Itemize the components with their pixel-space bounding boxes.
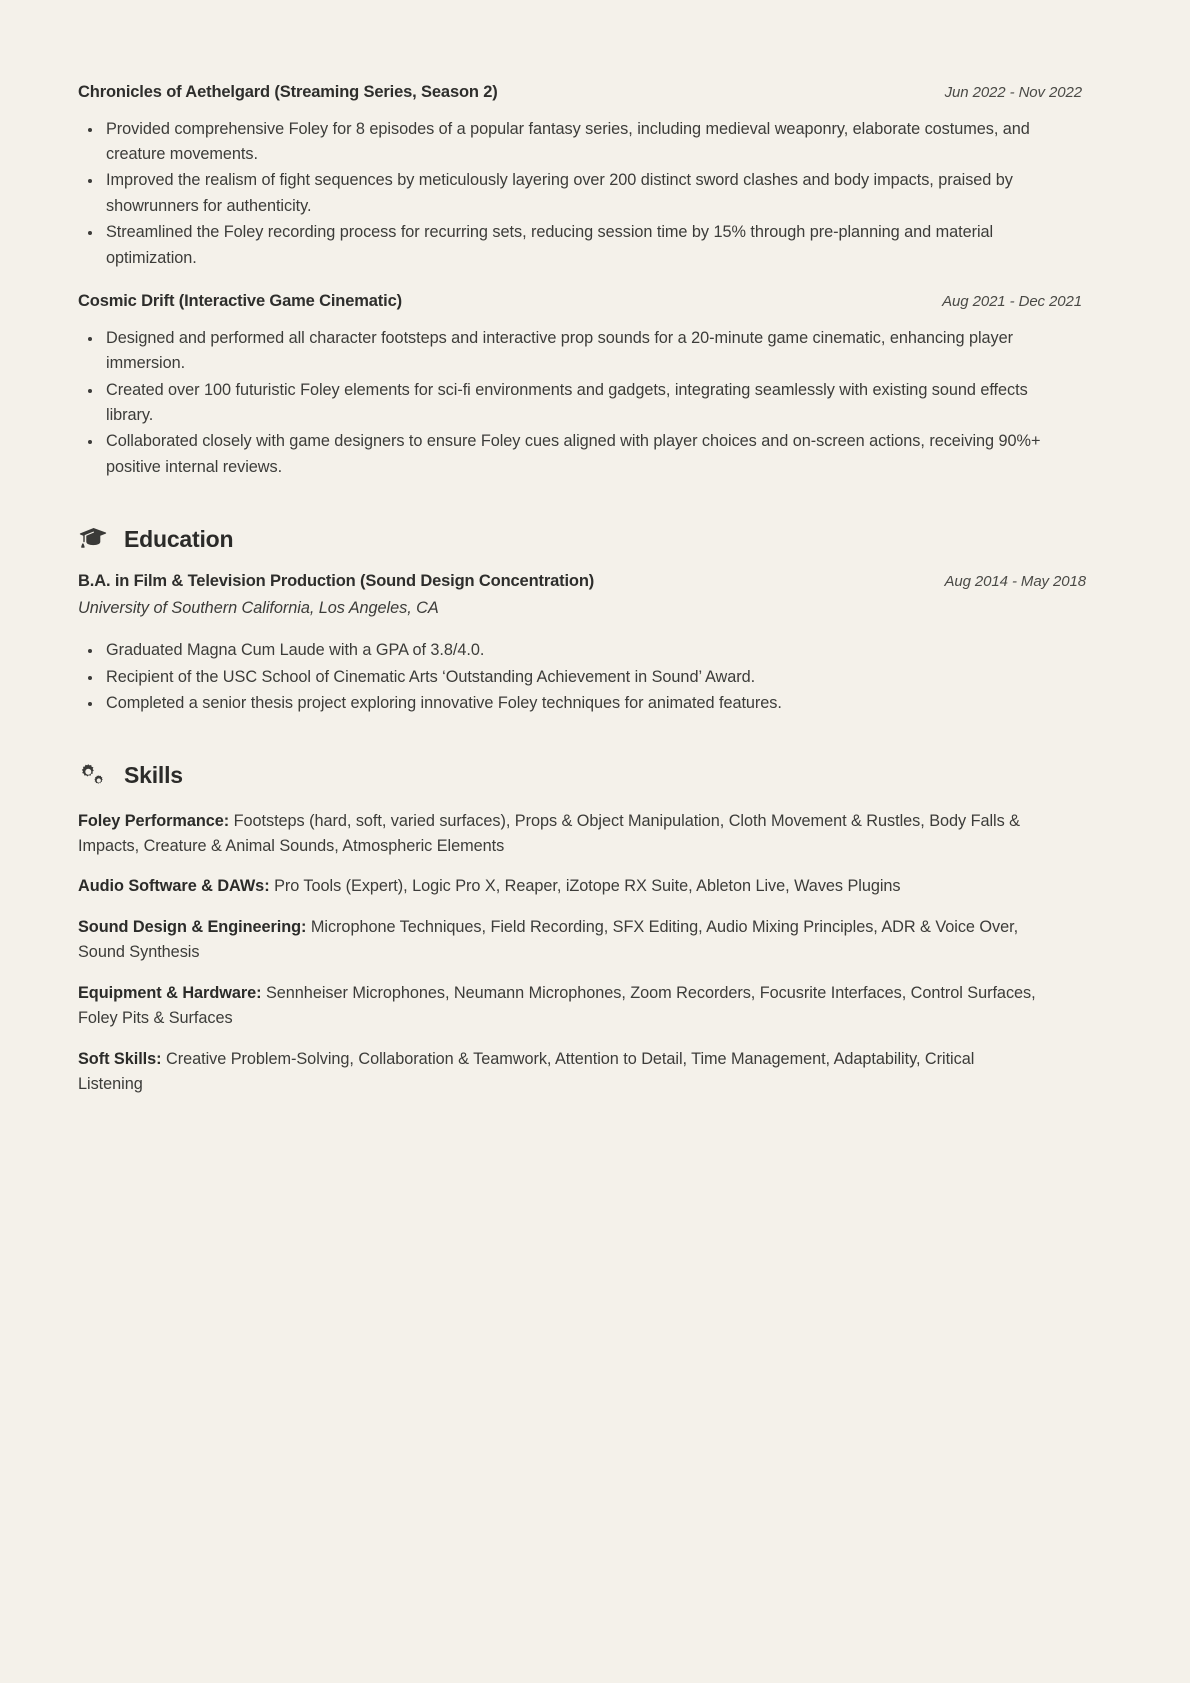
education-degree: B.A. in Film & Television Production (Sound Design Concentration) (78, 572, 595, 591)
list-item: Provided comprehensive Foley for 8 episodes of a popular fantasy series, including medieval weaponry, elaborate costumes, and creature movements. (78, 117, 1058, 168)
list-item: Created over 100 futuristic Foley elements for sci-fi environments and gadgets, integrating seamlessly with existing sound effects library. (78, 378, 1058, 429)
entry-bullet-list (78, 326, 1112, 481)
education-header (78, 572, 1112, 591)
skill-category-value: Sennheiser Microphones, Neumann Microphones, Zoom Recorders, Focusrite Interfaces, Control Surfaces, Foley Pits & Surfaces (78, 983, 1036, 1028)
entry-header (78, 291, 1112, 312)
skill-row (78, 874, 1038, 899)
entry-bullet-list (78, 117, 1112, 272)
entry-title: Cosmic Drift (Interactive Game Cinematic) (78, 292, 402, 311)
education-section-header (78, 524, 1112, 554)
skill-category-value: Creative Problem-Solving, Collaboration & Teamwork, Attention to Detail, Time Management, Adaptability, Critical Listening (78, 1049, 975, 1093)
skill-category-label: Sound Design & Engineering: (78, 917, 307, 936)
education-school: University of Southern California, Los Angeles, CA (78, 599, 439, 618)
education-bullet-list (78, 638, 1112, 716)
skill-category-label: Foley Performance: (78, 811, 230, 830)
list-item: Recipient of the USC School of Cinematic Arts ‘Outstanding Achievement in Sound’ Award. (78, 665, 1058, 690)
education-date-range: Aug 2014 - May 2018 (944, 573, 1086, 591)
experience-entry (78, 291, 1112, 480)
entry-header (78, 82, 1112, 103)
skill-category-value: Microphone Techniques, Field Recording, SFX Editing, Audio Mixing Principles, ADR & Voice Over, Sound Synthesis (78, 917, 1019, 962)
skill-category-value: Footsteps (hard, soft, varied surfaces), Props & Object Manipulation, Cloth Movement & Rustles, Body Falls & Impacts, Creature & Animal Sounds, Atmospheric Elements (78, 811, 1020, 855)
list-item: Improved the realism of fight sequences by meticulously layering over 200 distinct sword clashes and body impacts, praised by showrunners for authenticity. (78, 168, 1058, 219)
skills-section-header (78, 761, 1112, 791)
section-title: Education (124, 525, 234, 552)
skill-row (78, 915, 1038, 966)
skill-row (78, 1047, 1038, 1098)
entry-date-range: Jun 2022 - Nov 2022 (944, 84, 1082, 101)
skill-category-label: Soft Skills: (78, 1049, 162, 1068)
skills-list (78, 809, 1112, 1098)
list-item: Graduated Magna Cum Laude with a GPA of 3.8/4.0. (78, 638, 1058, 663)
entry-date-range: Aug 2021 - Dec 2021 (942, 293, 1082, 311)
education-entry (78, 572, 1112, 716)
list-item: Designed and performed all character footsteps and interactive prop sounds for a 20-minute game cinematic, enhancing player immersion. (78, 326, 1058, 377)
section-title: Skills (124, 762, 183, 789)
skill-category-label: Audio Software & DAWs: (78, 877, 270, 896)
skill-row (78, 981, 1038, 1032)
entry-title: Chronicles of Aethelgard (Streaming Series, Season 2) (78, 83, 498, 101)
gears-icon (78, 761, 108, 791)
list-item: Completed a senior thesis project exploring innovative Foley techniques for animated features. (78, 691, 1058, 716)
skill-category-value: Pro Tools (Expert), Logic Pro X, Reaper, iZotope RX Suite, Ableton Live, Waves Plugins (274, 877, 901, 896)
graduation-cap-icon (78, 524, 108, 554)
skill-category-label: Equipment & Hardware: (78, 983, 262, 1002)
list-item: Collaborated closely with game designers to ensure Foley cues aligned with player choices and on-screen actions, receiving 90%+ positive internal reviews. (78, 429, 1058, 480)
skill-row (78, 809, 1038, 860)
experience-entry (78, 82, 1112, 271)
list-item: Streamlined the Foley recording process for recurring sets, reducing session time by 15% through pre-planning and material optimization. (78, 220, 1058, 271)
